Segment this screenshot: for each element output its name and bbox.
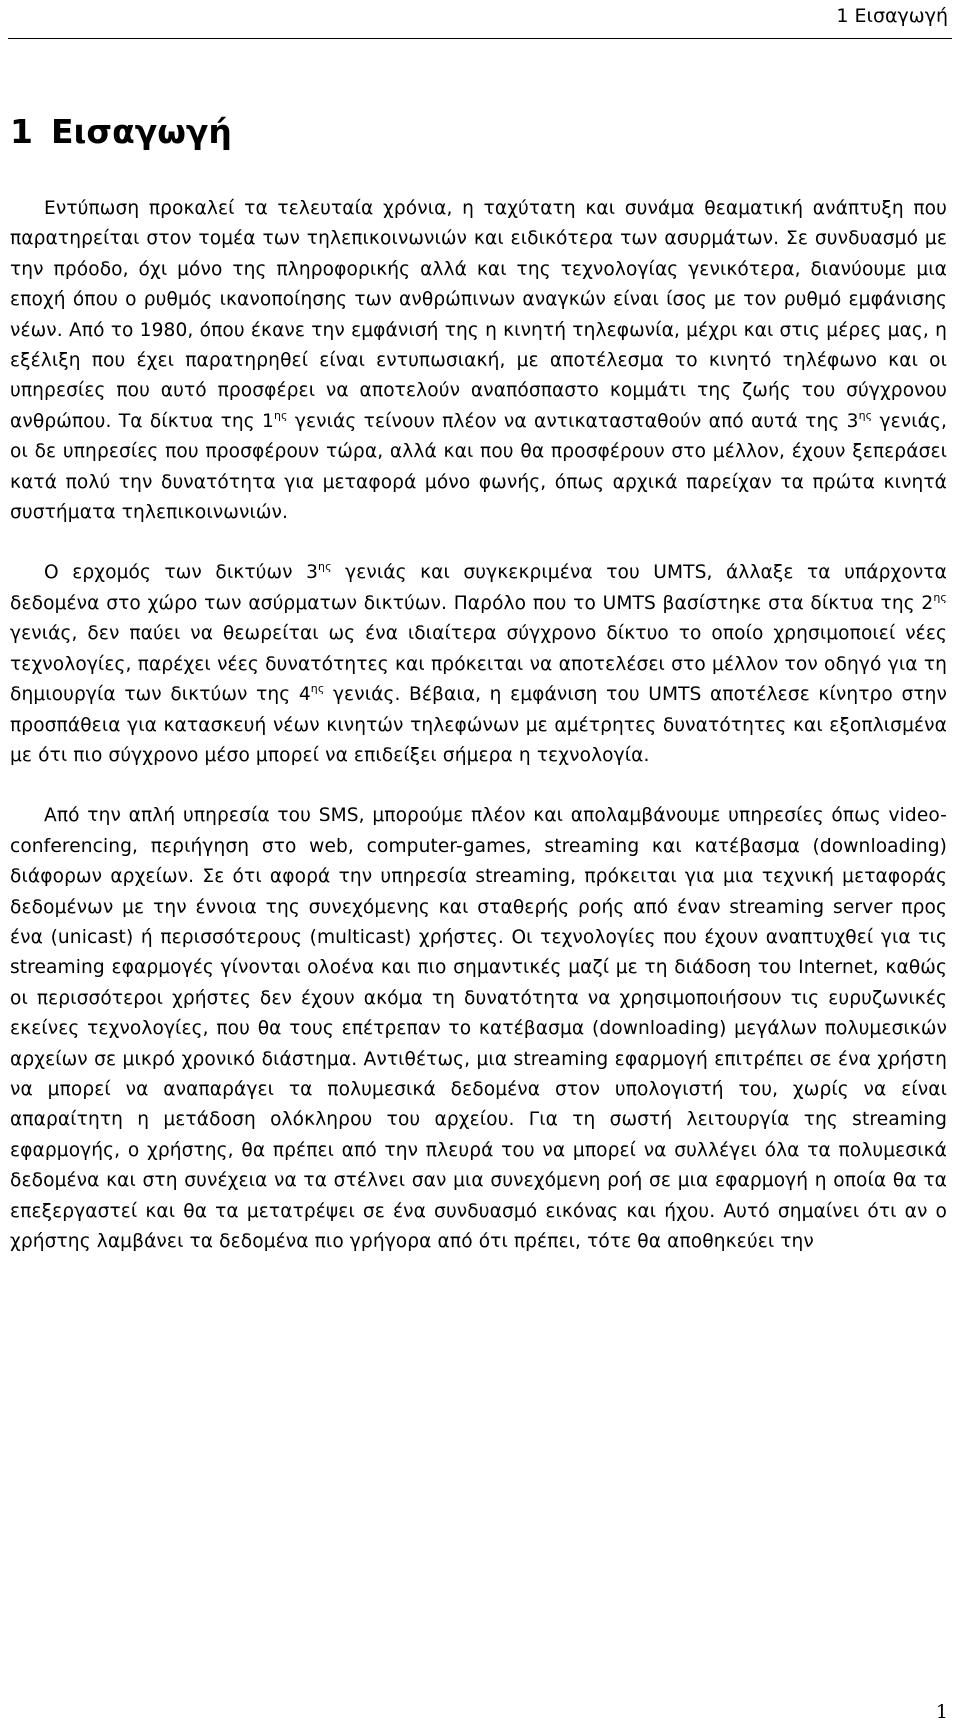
- body-text: [10, 194, 947, 1257]
- chapter-heading: [10, 112, 232, 152]
- paragraph-1-part-3: γενιάς, οι δε υπηρεσίες που προσφέρουν τώρα, αλλά και που θα προσφέρουν στο μέλλον, έχουν ξεπεράσει κατά πολύ την δυνατότητα για μεταφορά μόνο φωνής, όπως αρχικά παρείχαν τα πρώτα κινητά συστήματα τηλεπικοινωνιών.: [10, 410, 947, 524]
- chapter-title: Εισαγωγή: [50, 112, 232, 151]
- paragraph-1-part-2: γενιάς τείνουν πλέον να αντικατασταθούν από αυτά της 3: [287, 410, 859, 432]
- page-number: 1: [935, 1701, 948, 1723]
- running-header: 1 Εισαγωγή: [836, 5, 948, 27]
- paragraph-3: Από την απλή υπηρεσία του SMS, μπορούμε πλέον και απολαμβάνουμε υπηρεσίες όπως video-conferencing, περιήγηση στο web, computer-games, streaming και κατέβασμα (downloading) διάφορων αρχείων. Σε ότι αφορά την υπηρεσία streaming, πρόκειται για μια τεχνική μεταφοράς δεδομένων με την έννοια της συνεχόμενης και σταθερής ροής από έναν streaming server προς ένα (unicast) ή περισσότερους (multicast) χρήστες. Οι τεχνολογίες που έχουν αναπτυχθεί για τις streaming εφαρμογές γίνονται ολοένα και πιο σημαντικές μαζί με τη διάδοση του Internet, καθώς οι περισσότεροι χρήστες δεν έχουν ακόμα τη δυνατότητα να χρησιμοποιήσουν τις ευρυζωνικές εκείνες τεχνολογίες, που θα τους επέτρεπαν το κατέβασμα (downloading) μεγάλων πολυμεσικών αρχείων σε μικρό χρονικό διάστημα. Αντιθέτως, μια streaming εφαρμογή επιτρέπει σε ένα χρήστη να μπορεί να αναπαράγει τα πολυμεσικά δεδομένα στον υπολογιστή του, χωρίς να είναι απαραίτητη η μετάδοση ολόκληρου του αρχείου. Για τη σωστή λειτουργία της streaming εφαρμογής, ο χρήστης, θα πρέπει από την πλευρά του να μπορεί να συλλέγει όλα τα πολυμεσικά δεδομένα και στη συνέχεια να τα στέλνει σαν μια συνεχόμενη ροή σε μια εφαρμογή η οποία θα τα επεξεργαστεί και θα τα μετατρέψει σε ένα συνδυασμό εικόνας και ήχου. Αυτό σημαίνει ότι αν ο χρήστης λαμβάνει τα δεδομένα πιο γρήγορα από ότι πρέπει, τότε θα αποθηκεύει την: [10, 805, 947, 1252]
- ordinal-suffix: ης: [273, 408, 288, 422]
- header-rule: [8, 38, 952, 39]
- ordinal-suffix: ης: [933, 590, 947, 604]
- chapter-number: 1: [10, 112, 33, 151]
- paragraph-1-part-1: Εντύπωση προκαλεί τα τελευταία χρόνια, η ταχύτατη και συνάμα θεαματική ανάπτυξη που παρατηρείται στον τομέα των τηλεπικοινωνιών και ειδικότερα των ασυρμάτων. Σε συνδυασμό με την πρόοδο, όχι μόνο της πληροφορικής αλλά και της τεχνολογίας γενικότερα, διανύουμε μια εποχή όπου ο ρυθμός ικανοποίησης των ανθρώπινων αναγκών είναι ίσος με τον ρυθμό εμφάνισης νέων. Από το 1980, όπου έκανε την εμφάνισή της η κινητή τηλεφωνία, μέχρι και στις μέρες μας, η εξέλιξη που έχει παρατηρηθεί είναι εντυπωσιακή, με αποτέλεσμα το κινητό τηλέφωνο και οι υπηρεσίες που αυτό προσφέρει να αποτελούν αναπόσπαστο κομμάτι της ζωής του σύγχρονου ανθρώπου. Τα δίκτυα της 1: [10, 198, 947, 432]
- ordinal-suffix: ης: [310, 682, 325, 696]
- ordinal-suffix: ης: [858, 408, 873, 422]
- paragraph-1: [10, 194, 947, 528]
- paragraph-2-part-1: Ο ερχομός των δικτύων 3: [44, 562, 319, 584]
- paragraph-2-part-4: γενιάς. Βέβαια, η εμφάνιση του UMTS αποτέλεσε κίνητρο στην προσπάθεια για κατασκευή νέων κινητών τηλεφώνων με αμέτρητες δυνατότητες και εξοπλισμένα με ότι πιο σύγχρονο μέσο μπορεί να επιδείξει σήμερα η τεχνολογία.: [10, 684, 947, 766]
- paragraph-2-part-2: γενιάς και συγκεκριμένα του UMTS, άλλαξε τα υπάρχοντα δεδομένα στο χώρο των ασύρματων δικτύων. Παρόλο που το UMTS βασίστηκε στα δίκτυα της 2: [10, 562, 947, 614]
- paragraph-2-part-3: γενιάς, δεν παύει να θεωρείται ως ένα ιδιαίτερα σύγχρονο δίκτυο το οποίο χρησιμοποιεί νέες τεχνολογίες, παρέχει νέες δυνατότητες και πρόκειται να αποτελέσει στο μέλλον τον οδηγό για τη δημιουργία των δικτύων της 4: [10, 623, 947, 706]
- paragraph-2: [10, 558, 947, 771]
- ordinal-suffix: ης: [318, 560, 332, 574]
